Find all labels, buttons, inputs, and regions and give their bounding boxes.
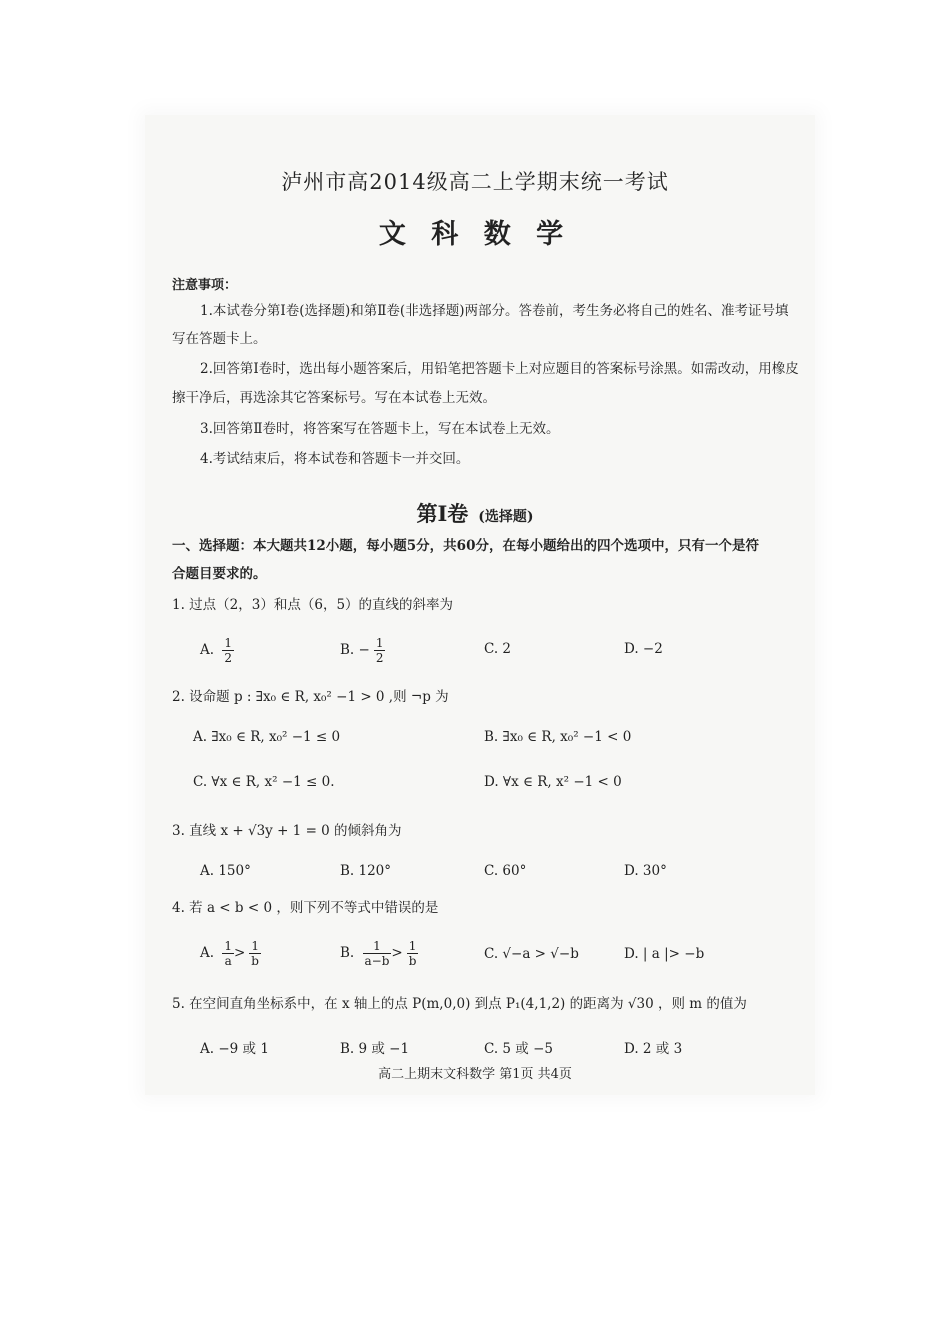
- fraction-num: 1: [375, 636, 384, 650]
- exam-title: 泸州市高2014级高二上学期末统一考试: [281, 170, 669, 194]
- question-2-option-d: D. ∀x ∈ R, x² −1 < 0: [484, 774, 622, 790]
- question-4-option-c: C. √−a > √−b: [484, 946, 579, 962]
- fraction-den: a: [224, 954, 232, 968]
- question-3-option-b: B. 120°: [340, 863, 392, 879]
- notice-item-1-cont: 写在答题卡上。: [172, 331, 267, 347]
- option-label: A.: [200, 642, 215, 658]
- question-4-option-d: D. | a |> −b: [624, 946, 705, 962]
- question-2-stem: 2. 设命题 p : ∃x₀ ∈ R, x₀² −1 > 0 ,则 ¬p 为: [172, 689, 449, 705]
- section-intro-2: 合题目要求的。: [172, 566, 267, 582]
- question-4-stem: 4. 若 a < b < 0 ，则下列不等式中错误的是: [172, 900, 439, 916]
- question-5-option-b: B. 9 或 −1: [340, 1041, 410, 1057]
- notice-item-3: 3.回答第Ⅱ卷时，将答案写在答题卡上，写在本试卷上无效。: [200, 421, 560, 437]
- fraction-den: b: [251, 954, 259, 968]
- page-footer: 高二上期末文科数学 第1页 共4页: [378, 1067, 572, 1082]
- fraction: [363, 939, 392, 968]
- question-5-stem: 5. 在空间直角坐标系中，在 x 轴上的点 P(m,0,0) 到点 P₁(4,1,2) 的距离为 √30 ，则 m 的值为: [172, 996, 747, 1012]
- fraction: [222, 636, 234, 665]
- fraction: [249, 939, 261, 968]
- fraction: [374, 636, 386, 665]
- option-label: B. −: [340, 642, 370, 658]
- question-1-stem: 1. 过点（2，3）和点（6，5）的直线的斜率为: [172, 597, 454, 613]
- fraction-num: 1: [407, 939, 419, 954]
- question-4-option-b: [340, 939, 418, 968]
- notice-item-4: 4.考试结束后，将本试卷和答题卡一并交回。: [200, 451, 470, 467]
- exam-subject: 文 科 数 学: [378, 219, 572, 250]
- fraction: [222, 939, 234, 968]
- question-1-option-b: [340, 636, 385, 665]
- option-label: A.: [200, 945, 215, 961]
- option-label: B.: [340, 945, 355, 961]
- section-subtitle: (选择题): [478, 509, 534, 525]
- section-title: [0, 498, 950, 528]
- question-3-option-d: D. 30°: [624, 863, 667, 879]
- question-5-option-d: D. 2 或 3: [624, 1041, 683, 1057]
- fraction-num: 1: [224, 939, 232, 953]
- notice-item-1: 1.本试卷分第Ⅰ卷(选择题)和第Ⅱ卷(非选择题)两部分。答卷前，考生务必将自己的姓名、准考证号填: [200, 303, 789, 319]
- notice-heading: 注意事项：: [172, 278, 238, 293]
- question-5-option-a: A. −9 或 1: [200, 1041, 269, 1057]
- fraction-num: 1: [224, 636, 232, 650]
- fraction-num: 1: [249, 939, 261, 954]
- fraction-den: b: [408, 954, 417, 968]
- question-3-option-c: C. 60°: [484, 863, 527, 879]
- greater-than: >: [233, 945, 246, 961]
- question-1-option-c: C. 2: [484, 641, 512, 657]
- fraction-den: 2: [375, 651, 384, 665]
- question-2-option-b: B. ∃x₀ ∈ R, x₀² −1 < 0: [484, 729, 632, 745]
- question-4-option-a: [200, 939, 261, 968]
- greater-than: >: [391, 945, 403, 961]
- question-1-option-a: [200, 636, 234, 665]
- question-3-option-a: A. 150°: [200, 863, 251, 879]
- notice-item-2: 2.回答第Ⅰ卷时，选出每小题答案后，用铅笔把答题卡上对应题目的答案标号涂黑。如需改动，用橡皮: [200, 361, 799, 377]
- fraction-num: 1: [363, 939, 392, 954]
- question-3-stem: 3. 直线 x + √3y + 1 = 0 的倾斜角为: [172, 823, 402, 839]
- section-title-text: 第Ⅰ卷: [416, 501, 469, 526]
- fraction: [407, 939, 419, 968]
- question-2-option-c: C. ∀x ∈ R, x² −1 ≤ 0.: [193, 774, 335, 790]
- section-intro-1: 一、选择题：本大题共12小题，每小题5分，共60分，在每小题给出的四个选项中，只有一个是符: [172, 538, 759, 554]
- notice-item-2-cont: 擦干净后，再选涂其它答案标号。写在本试卷上无效。: [172, 390, 496, 406]
- question-2-option-a: A. ∃x₀ ∈ R, x₀² −1 ≤ 0: [193, 729, 341, 745]
- question-5-option-c: C. 5 或 −5: [484, 1041, 554, 1057]
- question-1-option-d: D. −2: [624, 641, 663, 657]
- fraction-den: 2: [224, 651, 232, 665]
- fraction-den: a−b: [364, 954, 390, 968]
